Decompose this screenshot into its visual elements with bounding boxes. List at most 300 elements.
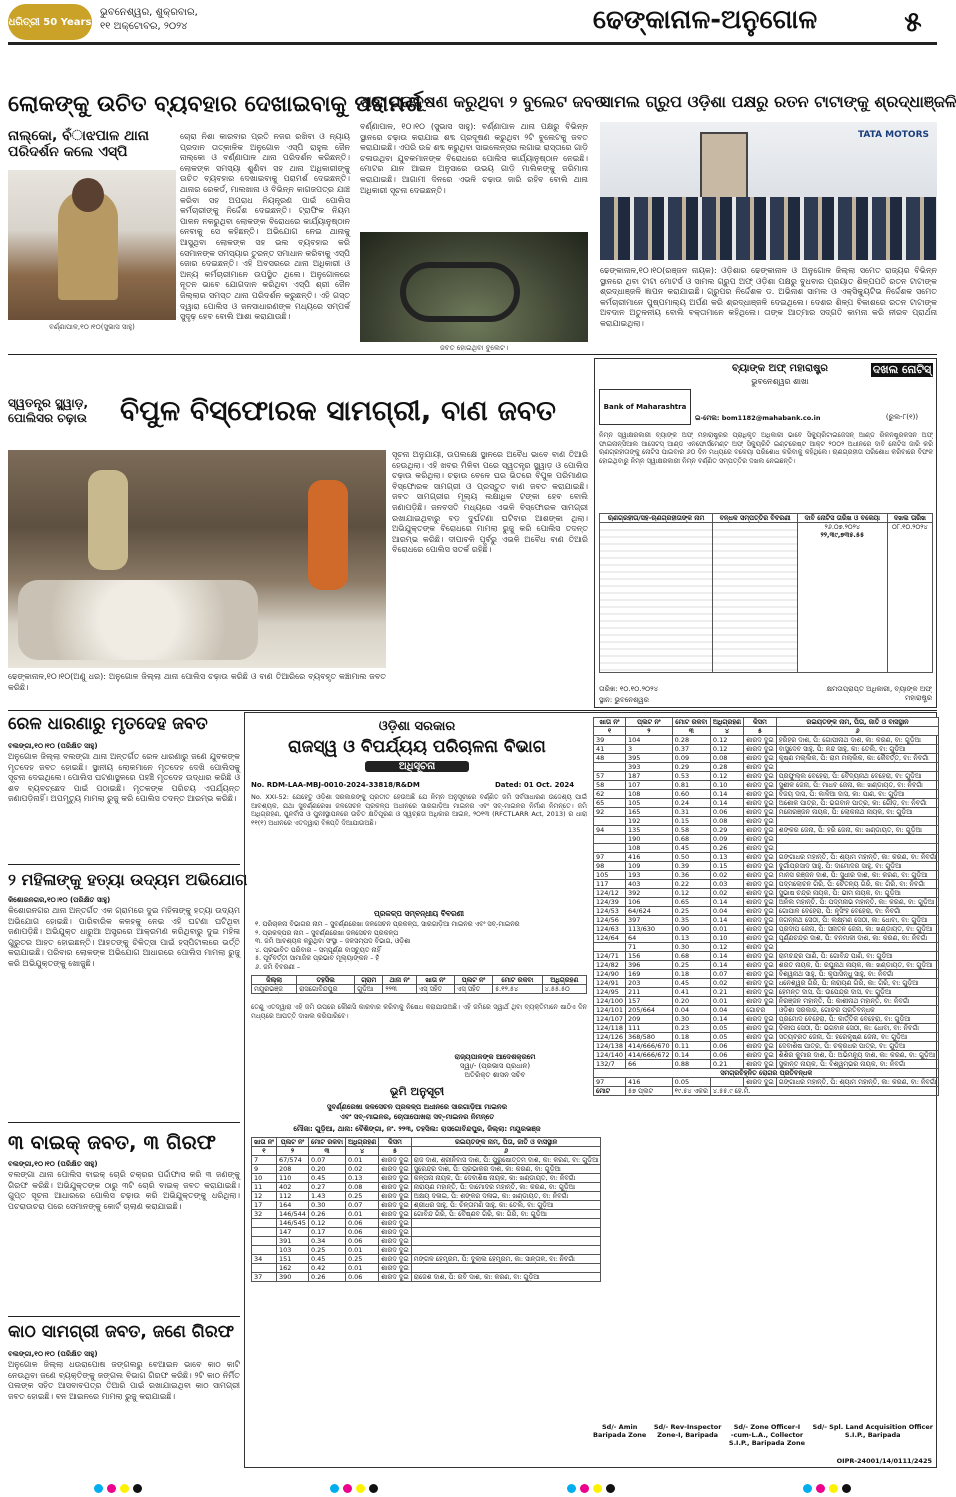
story4-body: ସୂଚନା ଅନୁଯାୟୀ, ଉପଲକ୍ଷେ ସ୍ଥାନରେ ଅବୈଧ ଭାବେ ବାଣ ତିଆରି ହେଉଥିଲା। ଏହି ଖବର ମିଳିବା ପରେ ସ୍ୱତନ୍ତ୍ର ସ୍କ୍ୱାଡ଼ ଓ ପୋଲିସ ଚଢ଼ାଉ କରିଥିଲା। ଚଢ଼ାଉ ବେଳେ ଘର ଭିତରେ ବିପୁଳ ପରିମାଣର ବିସ୍ଫୋରକ ସାମଗ୍ରୀ ଓ ପ୍ରସ୍ତୁତ ବାଣ ଜବତ କରାଯାଇଛି। ଜବତ ସାମଗ୍ରୀର ମୂଲ୍ୟ ଲକ୍ଷାଧିକ ଟଙ୍କା ହେବ ବୋଲି ଜଣାପଡ଼ିଛି। ଜନବସତି ମଧ୍ୟରେ ଏଭଳି ବିସ୍ଫୋରକ ସାମଗ୍ରୀ ରଖାଯାଇଥିବାରୁ ବଡ଼ ଦୁର୍ଘଟଣା ଘଟିବାର ଆଶଙ୍କା ଥିଲା। ଅଭିଯୁକ୍ତଙ୍କ ବିରୋଧରେ ମାମଲା ରୁଜୁ କରି ପୋଲିସ ତଦନ୍ତ ଆରମ୍ଭ କରିଛି। ଦୀପାବଳି ପୂର୍ବରୁ ଏଭଳି ଅବୈଧ ବାଣ ତିଆରି ବିରୋଧରେ ପୋଲିସ ସତର୍କ ରହିଛି।: [392, 450, 588, 555]
table-cell: ପ୍ରଫୁଲ୍ଲ ବେହେରା, ପି: ବୈଦ୍ୟନାଥ ବେହେରା, ବା: ଗୁଡ଼ିଆ: [776, 772, 939, 781]
col-num: ୫: [744, 727, 777, 736]
schedule-title: ଭୂମି ଅନୁସୂଚୀ: [389, 1085, 445, 1098]
table-cell: 0.12: [308, 1219, 345, 1228]
table-cell: 0.01: [345, 1156, 378, 1165]
bank-col-borrower: ଋଣଗ୍ରହୀତା/ସହ-ଋଣଗ୍ରହୀତାଙ୍କ ନାମ: [600, 514, 713, 523]
story2-headline[interactable]: ଶବ୍ଦ ପ୍ରଦୂଷଣ କରୁଥିବା ୨ ବୁଲେଟ ଜବତ: [360, 92, 606, 111]
table-cell: ଶାରଦ ଦୁଇ: [744, 952, 777, 961]
table-cell: 0.12: [710, 736, 743, 745]
man-figure: [308, 480, 348, 590]
col-plot: ପ୍ଲଟ ନଂ: [626, 718, 673, 727]
summary-point-1: ୧. ପରିଚାଳନା ବିଭାଗର ନାମ – ସୁବର୍ଣ୍ଣରେଖା ଜଳସେଚନ ପ୍ରକଳ୍ପ, ସାରଗାଡ଼ିଆ ମାଇନର ଏବଂ ସବ୍-ମାଇନର: [255, 920, 520, 928]
table-cell: 0.88: [672, 1060, 710, 1069]
table-cell: ଗୋପାଳ ବେହେରା, ପି: ନୃସିଂହ ବେହେରା, ବା: ନିବଗାଁ: [776, 907, 939, 916]
table-cell: ଶାରଦ ଦୁଇ: [744, 790, 777, 799]
mini-cell: ୫.୧୨.୫୪: [493, 985, 543, 994]
table-cell: 0.25: [672, 961, 710, 970]
bank-footer-signatory: କ୍ଷମତାପ୍ରାପ୍ତ ଅଧିକାରୀ, ବ୍ୟାଙ୍କ ଅଫ୍ ମହାରାଷ୍ଟ୍ର: [826, 685, 932, 702]
table-cell: 124/71: [594, 952, 626, 961]
color-swatch-group: [328, 1478, 380, 1497]
black-dot: [133, 1484, 142, 1493]
table-cell: 0.45: [308, 1174, 345, 1183]
table-cell: 106: [626, 898, 673, 907]
table-cell: 92: [594, 808, 626, 817]
table-cell: 124/140: [594, 1051, 626, 1060]
table-cell: 0.27: [308, 1183, 345, 1192]
table-cell: [252, 1219, 277, 1228]
bank-borrower-cell: [600, 523, 713, 673]
table-cell: 109: [626, 862, 673, 871]
table-cell: ଶଙ୍କର ଜେନା, ପି: ହରି ଜେନା, କା: ଖଣ୍ଡାୟତ, ବା: ଗୁଡ଼ିଆ: [776, 826, 939, 835]
table-cell: ଶାରଦ ଦୁଇ: [379, 1210, 412, 1219]
table-row: [594, 871, 939, 880]
table-cell: ଧନେଶ୍ୱର ଗିରି, ପି: ନାରାୟଣ ଗିରି, କା: ଗିରି, ବା: ଗୁଡ଼ିଆ: [776, 979, 939, 988]
table-cell: ଅଶୋକ ପାତ୍ର, ପି: ଭଗବାନ ପାତ୍ର, କା: ଗୌଡ଼, ବା: ନିବଗାଁ: [776, 799, 939, 808]
table-cell: 151: [276, 1255, 308, 1264]
table-cell: 0.37: [672, 745, 710, 754]
table-cell: 108: [626, 844, 673, 853]
table-cell: 97: [594, 853, 626, 862]
table-cell: [252, 1237, 277, 1246]
table-row: [252, 1237, 601, 1246]
bank-col-possession: ଦଖଲ ତାରିଖ: [887, 514, 932, 523]
table-cell: 64: [626, 934, 673, 943]
table-row: [252, 1192, 601, 1201]
cyan-dot: [330, 1484, 339, 1493]
table-cell: 156: [626, 952, 673, 961]
table-cell: ବାସୁଦେବ ସାହୁ, ପି: ନନ୍ଦ ସାହୁ, କା: ତେଲି, ବା: ଗୁଡ଼ିଆ: [776, 745, 939, 754]
bank-branch: ଭୁବନେଶ୍ୱର ଶାଖା: [751, 377, 809, 386]
mini-col-thana: ଥାନା ନଂ: [383, 976, 416, 985]
table-cell: 162: [276, 1264, 308, 1273]
table-cell: 0.30: [308, 1201, 345, 1210]
table-cell: [252, 1246, 277, 1255]
schedule-table-right: [593, 717, 939, 1096]
table-cell: 48: [594, 754, 626, 763]
story5-headline[interactable]: ରେଳ ଧାରଣାରୁ ମୃତଦେହ ଜବତ: [8, 714, 208, 734]
table-row: [594, 997, 939, 1006]
sign-ri: [654, 1423, 722, 1447]
mini-col-district: ଜିଲ୍ଲା: [252, 976, 297, 985]
mini-col-plot: ପ୍ଲଟ ନଂ: [454, 976, 492, 985]
oipr-code: OIPR-24001/14/0111/2425: [836, 1457, 932, 1465]
table-cell: 0.20: [672, 997, 710, 1006]
table-cell: 0.10: [710, 781, 743, 790]
table-cell: 0.12: [710, 943, 743, 952]
table-cell: 0.02: [345, 1165, 378, 1174]
table-cell: 124/107: [594, 1015, 626, 1024]
table-row: [594, 925, 939, 934]
mini-col-khata: ଖାତା ନଂ: [416, 976, 454, 985]
table-row: [594, 862, 939, 871]
bank-demand-date: ୨୬.୦୭.୨୦୨୪: [824, 523, 861, 531]
yellow-dot: [120, 1484, 129, 1493]
table-cell: 0.24: [672, 799, 710, 808]
color-swatch-group: [92, 1478, 144, 1497]
table-cell: 0.25: [345, 1255, 378, 1264]
table-cell: 0.06: [710, 1051, 743, 1060]
table-cell: ଶରତ ନାୟକ, ପି: ରଘୁନାଥ ନାୟକ, କା: ଖଣ୍ଡାୟତ, ବା: ଗୁଡ଼ିଆ: [776, 961, 939, 970]
total-cell: ଗଙ୍ଗାଧର ମହାନ୍ତି, ପି: ଶ୍ୟାମ ମହାନ୍ତି, କା: କରଣ, ବା: ନିବଗାଁ: [776, 1078, 939, 1087]
table-row: [594, 952, 939, 961]
table-cell: ଅନିଲ ମହାନ୍ତି, ପି: ପଦ୍ମନାଭ ମହାନ୍ତି, କା: କରଣ, ବା: ଗୁଡ଼ିଆ: [776, 898, 939, 907]
table-row: [594, 781, 939, 790]
table-cell: 39: [594, 736, 626, 745]
schedule-table-left: [251, 1137, 601, 1282]
bank-name-odia: ବ୍ୟାଙ୍କ ଅଫ୍ ମହାରାଷ୍ଟ୍ର: [732, 363, 828, 374]
table-cell: 124/126: [594, 1033, 626, 1042]
story1-photo: [8, 170, 176, 320]
table-cell: 0.23: [672, 1024, 710, 1033]
table-cell: ସୁରେନ୍ଦ୍ର ଦାଶ, ପି: ପ୍ରଭାକର ଦାଶ, କା: କରଣ, ବା: ଗୁଡ଼ିଆ: [411, 1165, 601, 1174]
table-cell: 0.30: [672, 1015, 710, 1024]
table-cell: 0.50: [672, 853, 710, 862]
story2-body: ବର୍ଣ୍ଣାପାଳ, ୧୦।୧୦ (ସୁଭାସ ସାହୁ): ବର୍ଣ୍ଣାପାଳ ଥାନା ପକ୍ଷରୁ ବିଭିନ୍ନ ସ୍ଥାନରେ ଚଢ଼ାଉ କରାଯାଇ ଶବ୍ଦ ପ୍ରଦୂଷଣ କରୁଥିବା ୨ଟି ବୁଲେଟକୁ ଜବତ କରାଯାଇଛି। ଏପରି ଉଚ୍ଚ ଶବ୍ଦ କରୁଥିବା ସାଇଲେନ୍ସର ଲଗାଇ ରାସ୍ତାରେ ଗାଡ଼ି ଚଳାଉଥିବା ଯୁବକମାନଙ୍କ ବିରୋଧରେ ପୋଲିସ କାର୍ଯ୍ୟାନୁଷ୍ଠାନ ନେଇଛି। ମୋଟର ଯାନ ଆଇନ ଅନୁସାରେ ଉଭୟ ଗାଡ଼ି ମାଲିକଙ୍କୁ ଜରିମାନା କରାଯାଇଛି। ଆଗାମୀ ଦିନରେ ଏଭଳି ଚଢ଼ାଉ ଜାରି ରହିବ ବୋଲି ଥାନା ଅଧିକାରୀ ସୂଚନା ଦେଇଛନ୍ତି।: [360, 122, 588, 195]
table-cell: 1.43: [308, 1192, 345, 1201]
police-officer-figure: [88, 470, 128, 570]
table-cell: 0.08: [710, 817, 743, 826]
sign-ri-line2: Zone-I, Baripada: [657, 1431, 719, 1439]
table-cell: 0.05: [710, 1024, 743, 1033]
table-cell: 0.26: [308, 1273, 345, 1282]
table-cell: 124/12: [594, 889, 626, 898]
table-cell: ଶାରଦ ଦୁଇ: [744, 997, 777, 1006]
table-cell: ଶିଶିର କୁମାର ଦାଶ, ପି: ଅଭିମନ୍ୟୁ ଦାଶ, କା: କରଣ, ବା: ଗୁଡ଼ିଆ: [776, 1051, 939, 1060]
officer-head: [72, 178, 104, 212]
table-row: [594, 790, 939, 799]
table-cell: 0.53: [672, 772, 710, 781]
table-cell: 0.45: [672, 979, 710, 988]
story1-subhead-line1: ନାଲ୍କୋ, ବଁାଝପାଳ ଥାନା: [8, 128, 150, 144]
col-owner: ରଇୟତଙ୍କ ନାମ, ପିତା, ଜାତି ଓ ବାସସ୍ଥାନ: [411, 1138, 601, 1147]
table-cell: [252, 1264, 277, 1273]
table-row: [594, 1024, 939, 1033]
story3-headline[interactable]: ସାମଲ ଗ୍ରୁପ ଓଡ଼ିଶା ପକ୍ଷରୁ ରତନ ଟାଟାଙ୍କୁ ଶ୍ରଦ୍ଧାଞ୍ଜଳି: [600, 92, 956, 111]
magenta-dot: [580, 1484, 589, 1493]
table-cell: 187: [626, 772, 673, 781]
table-cell: 396: [626, 961, 673, 970]
govt-land-notification: [244, 712, 937, 1468]
sign-zone-officer: [729, 1423, 805, 1447]
govt-ref-date: Dated: 01 Oct. 2024: [495, 781, 575, 789]
table-cell: 414/666/672: [626, 1051, 673, 1060]
mini-cell: ୨୨୩: [383, 985, 416, 994]
table-cell: [411, 1219, 601, 1228]
story7-headline[interactable]: ୩ ବାଇକ୍ ଜବତ, ୩ ଗିରଫ: [8, 1130, 216, 1154]
table-cell: 0.58: [672, 826, 710, 835]
table-cell: ଶାରଦ ଦୁଇ: [744, 925, 777, 934]
row2-divider: [8, 710, 937, 711]
table-cell: [411, 1228, 601, 1237]
table-row: [594, 880, 939, 889]
table-cell: ଶାରଦ ଦୁଇ: [744, 961, 777, 970]
schedule-left-body: [252, 1156, 601, 1282]
table-row: [252, 1219, 601, 1228]
sign-slao-line2: S.I.P., Baripada: [844, 1431, 901, 1439]
table-cell: 0.34: [308, 1237, 345, 1246]
story1-caption: ବର୍ଣ୍ଣାପାଳ,୧୦।୧୦(ସୁଭାସ ସାହୁ): [49, 323, 135, 331]
table-cell: 0.09: [710, 835, 743, 844]
section-title: ଢେଙ୍କାନାଳ-ଅନୁଗୋଳ: [592, 5, 818, 35]
table-row: [594, 772, 939, 781]
total-cell: 0.05: [672, 1078, 710, 1087]
table-cell: 11: [252, 1183, 277, 1192]
bank-property-cell: [713, 523, 798, 673]
dateline: [100, 6, 198, 34]
dateline-date: ୧୧ ଅକ୍ଟୋବର, ୨୦୨୪: [100, 21, 188, 32]
table-cell: ଶାରଦ ଦୁଇ: [744, 754, 777, 763]
signature-line1: ରାଜ୍ୟପାଳଙ୍କ ଆଦେଶକ୍ରମେ: [454, 1053, 536, 1061]
table-cell: ନିରଞ୍ଜନ ମହାନ୍ତି, ପି: କାଶୀନାଥ ମହାନ୍ତି, ବା: ନିବଗାଁ: [776, 997, 939, 1006]
table-cell: 0.03: [710, 880, 743, 889]
print-registration-bar: [0, 1480, 945, 1494]
sum-area: ୧୯.୫୪ ଏକର: [672, 1087, 710, 1096]
table-cell: 124/101: [594, 1006, 626, 1015]
magenta-dot: [816, 1484, 825, 1493]
mini-cell: ୪.୫୫.୫୦: [542, 985, 586, 994]
table-cell: ଗଙ୍ଗାଧର ମହାନ୍ତି, ପି: ଶ୍ୟାମ ମହାନ୍ତି, କା: କରଣ, ବା: ନିବଗାଁ: [776, 853, 939, 862]
table-cell: [776, 817, 939, 826]
table-cell: 0.14: [710, 799, 743, 808]
left-divider-1: [8, 864, 240, 865]
table-cell: 132/7: [594, 1060, 626, 1069]
table-row: [252, 1183, 601, 1192]
table-cell: ଶାରଦ ଦୁଇ: [744, 916, 777, 925]
table-cell: 0.14: [710, 1015, 743, 1024]
left-divider-2: [8, 1122, 240, 1123]
col-num: ୬: [776, 727, 939, 736]
table-cell: 3: [626, 745, 673, 754]
table-cell: 0.25: [672, 907, 710, 916]
sum-hectare: ୪.୫୫.୯ ହେ.ମି.: [710, 1087, 938, 1096]
table-cell: ଶାରଦ ଦୁଇ: [744, 943, 777, 952]
table-cell: ଶାରଦ ଦୁଇ: [744, 871, 777, 880]
table-cell: ଶାରଦ ଦୁଇ: [744, 799, 777, 808]
table-cell: 113/630: [626, 925, 673, 934]
table-row: [594, 988, 939, 997]
table-cell: 110: [276, 1174, 308, 1183]
table-cell: [594, 943, 626, 952]
table-cell: ଅକ୍ଷୟ ଦଳାଇ, ପି: ଶଙ୍କର ଦଳାଇ, କା: ଖଣ୍ଡାୟତ, ବା: ନିବଗାଁ: [411, 1192, 601, 1201]
table-row: [594, 1060, 939, 1069]
table-cell: 57: [594, 772, 626, 781]
story4-headline[interactable]: ବିପୁଳ ବିସ୍ଫୋରକ ସାମଗ୍ରୀ, ବାଣ ଜବତ: [120, 394, 556, 427]
story7-dateline: ବଲଙ୍ଗା,୧୦।୧୦ (ପରିକ୍ଷିତ ସାହୁ): [8, 1160, 98, 1168]
signature-line2: ସ୍ୱା/- (ପ୍ରଭାସ ପ୍ରଧାନ): [459, 1062, 531, 1070]
story1-headline[interactable]: ଲୋକଙ୍କୁ ଉଚିତ ବ୍ୟବହାର ଦେଖାଇବାକୁ ପରାମର୍ଶ: [8, 92, 422, 117]
table-row: [594, 934, 939, 943]
story8-headline[interactable]: କାଠ ସାମଗ୍ରୀ ଜବତ, ଜଣେ ଗିରଫ: [8, 1322, 235, 1342]
magenta-dot: [107, 1484, 116, 1493]
table-cell: 107: [626, 781, 673, 790]
summary-point-2: ୨. ପ୍ରକଳ୍ପର ନାମ – ସୁବର୍ଣ୍ଣରେଖା ଜଳସେଚନ ପ୍ରକଳ୍ପ: [255, 928, 399, 937]
table-cell: 0.06: [710, 1042, 743, 1051]
col-total: ମୋଟ ରକବା: [672, 718, 710, 727]
col-num: ୫: [379, 1147, 412, 1156]
cyan-dot: [567, 1484, 576, 1493]
col-khata: ଖାତା ନଂ: [252, 1138, 277, 1147]
table-cell: ଶାରଦ ଦୁଇ: [744, 1060, 777, 1069]
bank-name: Bank of Maharashtra: [603, 403, 687, 411]
table-cell: ଓଡ଼ିଶା ସରକାର, ଗୋଚର ପ୍ରତିବନ୍ଧକ: [776, 1006, 939, 1015]
table-cell: 147: [276, 1228, 308, 1237]
table-cell: 0.17: [308, 1228, 345, 1237]
table-cell: 37: [252, 1273, 277, 1282]
table-cell: 0.04: [672, 1006, 710, 1015]
table-cell: ସତ୍ୟବ୍ରତ ଜେନା, ପି: ହରେକୃଷ୍ଣ ଜେନା, ବା: ଗୁଡ଼ିଆ: [776, 1033, 939, 1042]
table-cell: ରାଜ ଦାଶ, ଶ୍ରୀନିବାସ ଦାଶ, ପି: ପୁରୁଷୋତ୍ତମ ଦାଶ, କା: କରଣ, ବା: ଗୁଡ଼ିଆ: [411, 1156, 601, 1165]
table-cell: 0.90: [672, 925, 710, 934]
table-cell: 103: [276, 1246, 308, 1255]
table-cell: 0.31: [672, 808, 710, 817]
table-cell: 0.60: [672, 790, 710, 799]
newspaper-logo[interactable]: [8, 4, 92, 40]
table-cell: 98: [594, 862, 626, 871]
table-cell: 124/138: [594, 1042, 626, 1051]
govt-summary-title: ପ୍ରକଳ୍ପ ସମ୍ବନ୍ଧୀୟ ବିବରଣୀ: [374, 909, 464, 918]
table-cell: 0.36: [672, 871, 710, 880]
table-cell: 192: [626, 817, 673, 826]
table-cell: 0.28: [710, 763, 743, 772]
notice-subtitle: (ରୁଲ-୮(୧)): [885, 413, 919, 421]
table-cell: ରାଜେଶ ଦାଶ, ପି: ରବି ଦାଶ, କା: କରଣ, ବା: ଗୁଡ଼ିଆ: [411, 1273, 601, 1282]
table-row: [594, 1051, 939, 1060]
row1-divider: [8, 354, 937, 355]
table-cell: ଦିଲୀପ ସେଠୀ, ପି: ଭଗବାନ ସେଠୀ, କା: ଧୋବା, ବା: ନିବଗାଁ: [776, 1024, 939, 1033]
table-cell: 0.39: [672, 862, 710, 871]
col-num: ୬: [411, 1147, 601, 1156]
table-cell: ହେମନ୍ତ ଦାସ, ପି: ଉପେନ୍ଦ୍ର ଦାସ, ବା: ଗୁଡ଼ିଆ: [776, 988, 939, 997]
table-cell: ରାମଚନ୍ଦ୍ର ପାଣି, ପି: ଗୋବିନ୍ଦ ପାଣି, ବା: ଗୁଡ଼ିଆ: [776, 952, 939, 961]
table-cell: ଶାରଦ ଦୁଇ: [379, 1246, 412, 1255]
table-cell: ପ୍ରଦୀପ ଜେନା, ପି: ସନାତନ ଜେନା, କା: ଖଣ୍ଡାୟତ, ବା: ଗୁଡ଼ିଆ: [776, 925, 939, 934]
table-cell: 416: [626, 853, 673, 862]
story4-kicker-line1: ସ୍ୱତନ୍ତ୍ର ସ୍କ୍ୱାଡ଼,: [8, 396, 89, 410]
table-cell: ଶାରଦ ଦୁଇ: [744, 835, 777, 844]
table-cell: [594, 844, 626, 853]
magenta-dot: [343, 1484, 352, 1493]
table-cell: 66: [626, 1060, 673, 1069]
table-cell: ଶାରଦ ଦୁଇ: [379, 1273, 412, 1282]
col-total: ମୋଟ ରକବା: [308, 1138, 345, 1147]
table-cell: 0.12: [672, 889, 710, 898]
logo-text: ଧରିତ୍ରୀ 50 Years: [8, 16, 92, 28]
table-row: [594, 889, 939, 898]
summary-point-4: ୪. ପ୍ରଭାବିତ ପରିବାର – ସମ୍ପୂର୍ଣ୍ଣ ବାସଚ୍ୟୁତ ନାହିଁ: [255, 945, 381, 954]
table-cell: 0.26: [308, 1210, 345, 1219]
table-row: [594, 844, 939, 853]
table-cell: ଶାରଦ ଦୁଇ: [744, 979, 777, 988]
govt-header1: ଓଡ଼ିଶା ସରକାର: [378, 719, 456, 734]
table-cell: 164: [276, 1201, 308, 1210]
table-cell: ଶ୍ରୀଧର ସାହୁ, ପି: ଚିନ୍ତାମଣି ସାହୁ, କା: ତେଲି, ବା: ଗୁଡ଼ିଆ: [411, 1201, 601, 1210]
notice-title: ଦଖଲ ନୋଟିସ୍: [872, 363, 932, 376]
table-cell: 390: [276, 1273, 308, 1282]
col-num: ୪: [345, 1147, 378, 1156]
table-row: [594, 736, 939, 745]
table-cell: ଶାରଦ ଦୁଇ: [744, 862, 777, 871]
table-cell: 0.14: [710, 790, 743, 799]
table-cell: 117: [594, 880, 626, 889]
table-cell: ସୁକାନ୍ତ ନାୟକ, ପି: ବିଶ୍ୱମ୍ଭର ନାୟକ, ବା: ନିବଗାଁ: [776, 1060, 939, 1069]
story4-photo: [8, 450, 386, 668]
table-cell: 0.02: [710, 871, 743, 880]
sacks-pile: [18, 580, 258, 660]
table-row: [594, 961, 939, 970]
table-cell: 7: [252, 1156, 277, 1165]
table-cell: ଶାରଦ ଦୁଇ: [379, 1183, 412, 1192]
table-cell: 0.08: [710, 754, 743, 763]
table-cell: ବିଶ୍ୱନାଥ ସାହୁ, ପି: କୃପାସିନ୍ଧୁ ସାହୁ, ବା: ନିବଗାଁ: [776, 970, 939, 979]
table-cell: 146/544: [276, 1210, 308, 1219]
table-cell: [252, 1228, 277, 1237]
table-cell: 0.14: [710, 898, 743, 907]
story6-headline[interactable]: ୨ ମହିଳାଙ୍କୁ ହତ୍ୟା ଉଦ୍ୟମ ଅଭିଯୋଗ: [8, 870, 248, 889]
table-cell: ଶାରଦ ଦୁଇ: [379, 1264, 412, 1273]
story7-body: ବଲଙ୍ଗା ଥାନା ପୋଲିସ ବାଇକ୍ ଚୋରି ଚକ୍ରର ପର୍ଦ୍ଦାଫାସ କରି ୩ ଜଣଙ୍କୁ ଗିରଫ କରିଛି। ଅଭିଯୁକ୍ତଙ୍କ ଠାରୁ ୩ଟି ଚୋରି ବାଇକ୍ ଜବତ କରାଯାଇଛି। ଗୁପ୍ତ ସୂଚନା ଆଧାରରେ ପୋଲିସ ଚଢ଼ାଉ କରି ଅଭିଯୁକ୍ତଙ୍କୁ ଧରିଥିଲା। ପଚରାଉଚରା ପରେ ସେମାନଙ୍କୁ କୋର୍ଟ ଚାଲାଣ କରାଯାଇଛି।: [8, 1170, 240, 1211]
bank-contact: ଇ-ମେଲ: bom1182@mahabank.co.in: [695, 414, 821, 422]
table-cell: 0.30: [672, 943, 710, 952]
table-cell: 0.06: [345, 1237, 378, 1246]
table-cell: ଶାରଦ ଦୁଇ: [744, 745, 777, 754]
table-cell: ମାନସ ରଞ୍ଜନ ଦାଶ, ପି: ସୁଧୀର ଦାଶ, କା: କରଣ, ବା: ଗୁଡ଼ିଆ: [776, 871, 939, 880]
table-row: [594, 853, 939, 862]
table-cell: [776, 763, 939, 772]
table-cell: ଶାରଦ ଦୁଇ: [744, 736, 777, 745]
govt-ref-no: No. RDM-LAA-MBJ-0010-2024-33818/R&DM: [251, 781, 420, 789]
table-cell: 0.06: [710, 808, 743, 817]
story2-photo: [360, 232, 588, 342]
bank-possession-cell: [887, 523, 932, 673]
bank-demand-cell: [797, 523, 887, 673]
sign-ri-line1: Sd/- Rev-Inspector: [653, 1423, 722, 1431]
table-cell: 402: [276, 1183, 308, 1192]
table-cell: 124/82: [594, 961, 626, 970]
table-cell: 169: [626, 970, 673, 979]
story2-caption: ଜବତ ହୋଇଥିବା ବୁଲେଟ।: [439, 344, 509, 352]
table-cell: 124/53: [594, 907, 626, 916]
table-cell: 0.14: [710, 952, 743, 961]
total-cell: ଶାରଦ ଦୁଇ: [744, 1078, 777, 1087]
table-cell: 9: [252, 1165, 277, 1174]
table-cell: 124/63: [594, 925, 626, 934]
table-cell: 0.01: [345, 1246, 378, 1255]
schedule-line2: ଏବଂ ସବ୍-ମାଇନର, ଚୋପାପୋଖରା ସବ୍-ମାଇନର ନିମନ୍ତେ: [339, 1113, 495, 1121]
table-cell: 64/624: [626, 907, 673, 916]
summary-point-6: ୬. ଜମି ବିବରଣୀ –: [255, 962, 301, 971]
table-cell: ଗୋବିନ୍ଦ ଗିରି, ପି: ବୈଷ୍ଣବ ଗିରି, କା: ଗିରି, ବା: ଗୁଡ଼ିଆ: [411, 1210, 601, 1219]
table-cell: 0.45: [672, 844, 710, 853]
table-cell: 10: [252, 1174, 277, 1183]
table-cell: 0.06: [345, 1219, 378, 1228]
table-cell: [594, 835, 626, 844]
col-owner: ରଇୟତଙ୍କ ନାମ, ପିତା, ଜାତି ଓ ବାସସ୍ଥାନ: [776, 718, 939, 727]
table-cell: 124/100: [594, 997, 626, 1006]
table-row: [594, 835, 939, 844]
table-cell: ଶାରଦ ଦୁଇ: [744, 889, 777, 898]
table-row: [252, 1273, 601, 1282]
table-cell: 0.04: [710, 1006, 743, 1015]
col-acquired: ଅଧିଗ୍ରହଣ: [345, 1138, 378, 1147]
yellow-dot: [593, 1484, 602, 1493]
sign-slao: [813, 1423, 933, 1447]
table-row: [252, 1165, 601, 1174]
col-khata: ଖାତା ନଂ: [594, 718, 626, 727]
table-cell: 392: [626, 889, 673, 898]
table-cell: ଶାରଦ ଦୁଇ: [379, 1255, 412, 1264]
bank-footer-place: ସ୍ଥାନ: ଭୁବନେଶ୍ୱର: [599, 696, 649, 704]
yellow-dot: [356, 1484, 365, 1493]
